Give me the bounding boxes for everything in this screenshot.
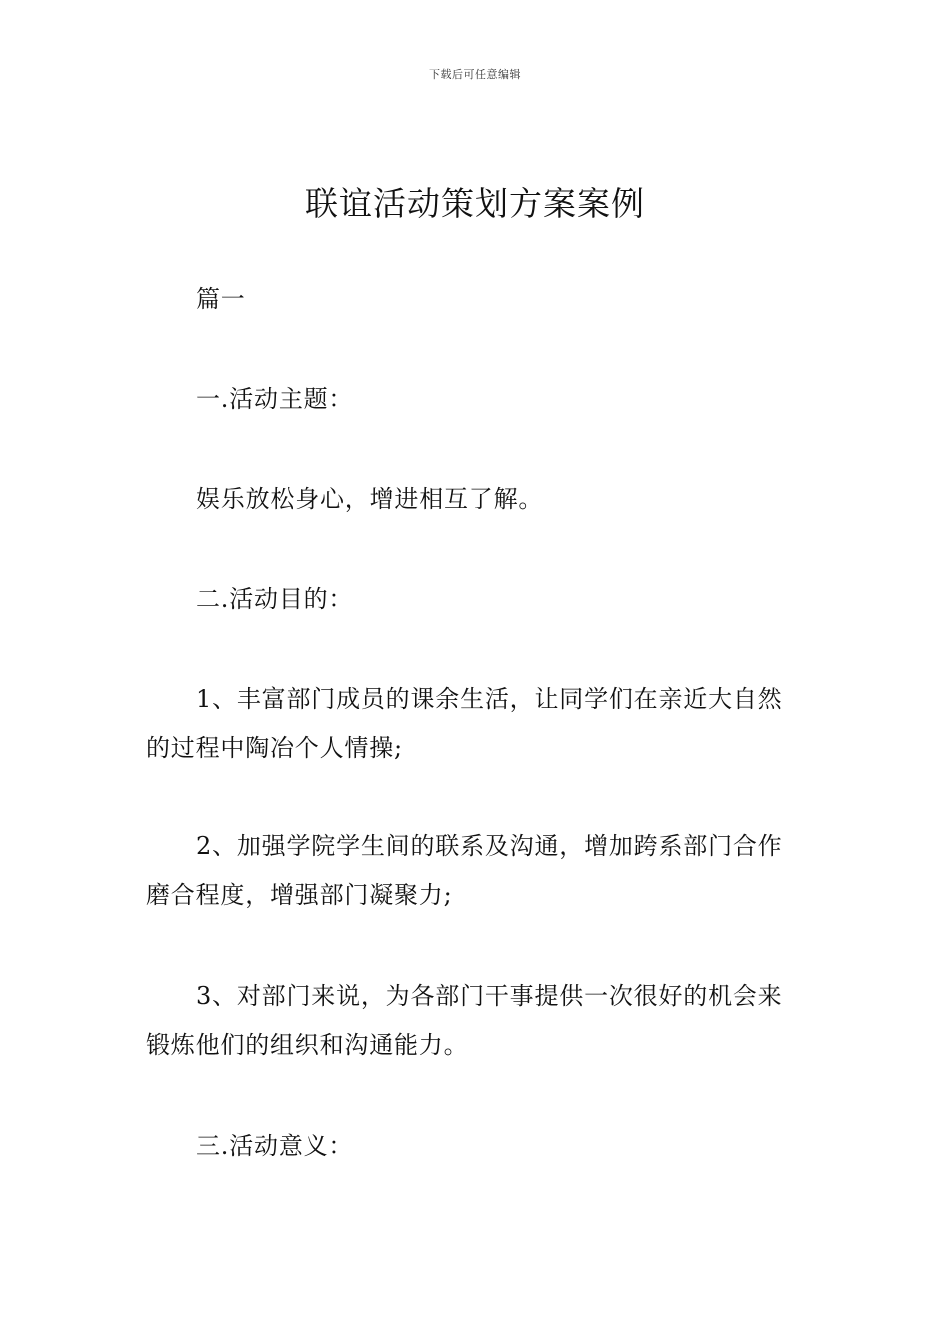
paragraph-purpose-2: 2、加强学院学生间的联系及沟通，增加跨系部门合作磨合程度，增强部门凝聚力; [146,832,783,909]
document-title: 联谊活动策划方案案例 [305,184,645,223]
paragraph-purpose-3: 3、对部门来说，为各部门干事提供一次很好的机会来锻炼他们的组织和沟通能力。 [146,982,783,1059]
heading-activity-theme: 一.活动主题： [196,385,354,413]
paragraph-purpose-1: 1、丰富部门成员的课余生活，让同学们在亲近大自然的过程中陶冶个人情操; [146,685,783,762]
section-label: 篇一 [196,285,246,313]
heading-activity-purpose: 二.活动目的： [196,585,354,613]
heading-activity-significance: 三.活动意义： [196,1132,354,1160]
header-note: 下载后可任意编辑 [429,68,521,81]
paragraph-theme-text: 娱乐放松身心，增进相互了解。 [196,485,544,513]
